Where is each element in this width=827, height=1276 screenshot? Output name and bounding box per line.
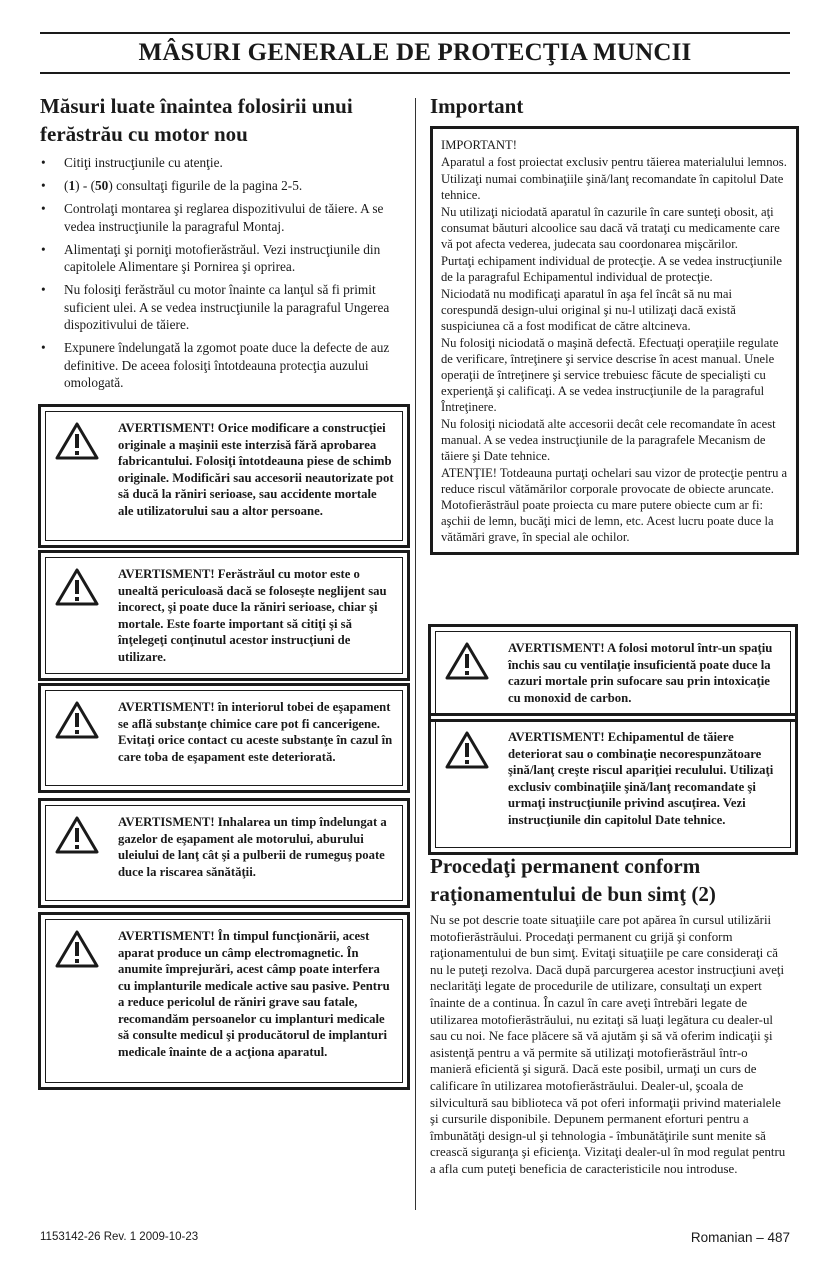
left-column [40,92,410,397]
warning-text: AVERTISMENT! Orice modificare a construcţiei originale a maşinii este interzisă fără aprobarea fabricantului. Folosiţi întotdeauna piese de schimb originale. Modificări sau accesorii neautorizate pot să ducă la răniri serioase, sau accidente mortale ale utilizatorului sau a altor persoane. [118,421,394,518]
list-item: • Alimentaţi şi porniţi motofierăstrăul. Vezi instrucţiunile din capitolele Alimentare şi Pornirea şi oprirea. [41,241,381,274]
bullet-symbol: • [41,178,46,193]
important-paragraph: Purtaţi echipament individual de protecţie. A se vedea instrucţiunile de la paragraful Echipamentul individual de protecţie. [441,254,782,284]
title-underline [40,72,790,74]
warning-triangle-icon [55,567,99,607]
figure-reference: (1) - (50) consultaţi figurile de la pagina 2-5. [64,178,303,193]
list-item [40,177,410,195]
important-paragraph: Nu folosiţi niciodată alte accesorii decât cele recomandate în acest manual. A se vedea instrucţiunile de la paragrafele Mecanism de tăiere şi Date tehnice. [441,417,776,463]
warning-text: AVERTISMENT! În timpul funcţionării, acest aparat produce un câmp electromagnetic. În anumite împrejurări, acest câmp poate interfera cu implanturile medicale active sau pasive. Pentru a reduce pericolul de răniri grave sau fatale, recomandăm persoanelor cu implanturi medicale să consulte medicul şi producătorul de implanturi medicale înainte de a acţiona aparatul. [118,929,390,1059]
bullet-symbol: • [41,241,46,257]
warning-triangle-icon [445,730,489,770]
warning-text: AVERTISMENT! Echipamentul de tăiere deteriorat sau o combinaţie necorespunzătoare şină/lanţ creşte riscul apariţiei reculului. Utilizaţi exclusiv combinaţiile şină/lanţ recomandate şi urmaţi instrucţiunile privind ascuţirea. Vezi instrucţiunile din capitolul Date tehnice. [508,730,774,827]
important-label: IMPORTANT! [441,138,517,152]
warning-text: AVERTISMENT! Inhalarea un timp îndelungat a gazelor de eşapament ale motorului, aburului uleiului de lanţ cât şi a pulberii de rumeguş poate duce la riscarea sănătăţii. [118,815,387,879]
warning-box [38,798,410,908]
list-item: • Citiţi instrucţiunile cu atenţie. [41,155,223,170]
page-number: Romanian – 487 [690,1230,790,1245]
column-divider [415,98,416,1210]
right-column [430,92,800,555]
list-item: • Nu folosiţi ferăstrăul cu motor înainte ca lanţul să fi primit suficient ulei. A se vedea instrucţiunile la paragraful Ungerea dispozitivului de tăiere. [41,282,390,332]
important-paragraph: ATENŢIE! Totdeauna purtaţi ochelari sau vizor de protecţie pentru a reduce riscul vătămărilor corporale provocate de obiecte aruncate. Motofierăstrăul poate proiecta cu mare putere obiecte cum ar fi: aşchii de lemn, bucăţi mici de lemn, etc. Acest lucru poate duce la vătămări grave, în special ale ochilor. [441,466,788,544]
important-paragraph: Utilizaţi numai combinaţiile şină/lanţ recomandate în capitolul Date tehnice. [441,172,784,202]
important-paragraph: Aparatul a fost proiectat exclusiv pentru tăierea materialului lemnos. [441,155,787,169]
warning-box [428,713,798,855]
page-title: MÂSURI GENERALE DE PROTECŢIA MUNCII [138,39,692,66]
common-sense-heading: Procedaţi permanent conform raţionamentului de bun simţ (2) [430,854,716,906]
warning-box [38,404,410,548]
warning-box [428,624,798,722]
important-paragraph: Niciodată nu modificaţi aparatul în aşa fel încât să nu mai corespundă design-ului original şi nu-l utilizaţi dacă există suspiciunea că a fost modificat de către altcineva. [441,287,736,333]
warning-text: AVERTISMENT! A folosi motorul într-un spaţiu închis sau cu ventilaţie insuficientă poate duce la cazuri mortale prin sufocare sau prin intoxicaţie cu monoxid de carbon. [508,641,773,705]
common-sense-text: Nu se pot descrie toate situaţiile care pot apărea în cursul utilizării motofierăstrăului. Procedaţi permanent cu grijă şi conform raţionamentului de bun simţ. Evitaţi situaţiile pe care consideraţi că nu le puteţi rezolva. Dacă după parcurgerea acestor instrucţiuni aveţi neclarităţi legate de procedurile de utilizare, consultaţi un expert înainte de a continua. În cazul în care aveţi întrebări legate de utilizarea motofierăstrăului, nu ezitaţi să luaţi legătura cu dealer-ul sau cu noi. Ne face plăcere să vă ajutăm şi să vă oferim indicaţii şi asistenţă pentru a vă permite să utilizaţi motofierăstrăul într-o manieră eficientă şi sigură. Dacă este posibil, urmaţi un curs de calificare în utilizarea motofierăstrăului. Dealer-ul, şcoala de silvicultură sau biblioteca vă pot oferi informaţii privind materialele şi cursurile disponibile. Depunem permanent eforturi pentru a îmbunătăţi design-ul şi tehnologia - îmbunătăţirile sunt menite să crească siguranţa şi eficienţa. Vizitaţi dealer-ul în mod regulat pentru a afla cum puteţi beneficia de caracteristicile nou introduse. [430,913,786,1176]
important-paragraph: Nu utilizaţi niciodată aparatul în cazurile în care sunteţi obosit, aţi consumat băuturi alcoolice sau dacă vă trataţi cu medicamente care vă pot afecta vederea, judecata sau coordonarea mişcărilor. [441,205,780,251]
warning-triangle-icon [55,929,99,969]
warning-box [38,550,410,681]
warning-box [38,683,410,793]
bullet-symbol: • [41,201,46,216]
warning-triangle-icon [55,815,99,855]
bullet-symbol: • [41,155,46,170]
document-id: 1153142-26 Rev. 1 2009-10-23 [40,1231,199,1243]
warning-triangle-icon [55,700,99,740]
common-sense-section [430,852,790,1178]
warning-text: AVERTISMENT! Ferăstrăul cu motor este o unealtă periculoasă dacă se foloseşte neglijent sau incorect, şi poate duce la răniri serioase, chiar şi mortale. Este foarte important să citiţi şi să înţelegeţi conţinutul acestor instrucţiuni de utilizare. [118,567,387,664]
warning-text: AVERTISMENT! în interiorul tobei de eşapament se află substanţe chimice care pot fi cancerigene. Evitaţi orice contact cu aceste substanţe în cazul în care toba de eşapament este deteriorată. [118,700,393,764]
warning-triangle-icon [55,421,99,461]
important-paragraph: Nu folosiţi niciodată o maşină defectă. Efectuaţi operaţiile regulate de verificare, întreţinere şi service descrise în acest manual. Unele operaţii de întreţinere şi service trebuiesc făcute de specialişti cu experienţă şi calificaţi. A se vedea instrucţiunile de la paragraful Întreţinere. [441,336,779,414]
warning-box [38,912,410,1090]
important-box [430,126,799,555]
left-heading: Măsuri luate înaintea folosirii unui ferăstrău cu motor nou [40,94,353,146]
top-rule [40,32,790,34]
important-heading: Important [430,94,524,118]
warning-triangle-icon [445,641,489,681]
bullet-symbol: • [41,282,46,297]
list-item: • Expunere îndelungată la zgomot poate duce la defecte de auz definitive. De aceea folosiţi întotdeauna protecţia auzului omologată. [41,340,390,390]
list-item: • Controlaţi montarea şi reglarea dispozitivului de tăiere. A se vedea instrucţiunile la paragraful Montaj. [41,201,384,234]
precaution-list [40,154,410,392]
bullet-symbol: • [41,340,46,355]
